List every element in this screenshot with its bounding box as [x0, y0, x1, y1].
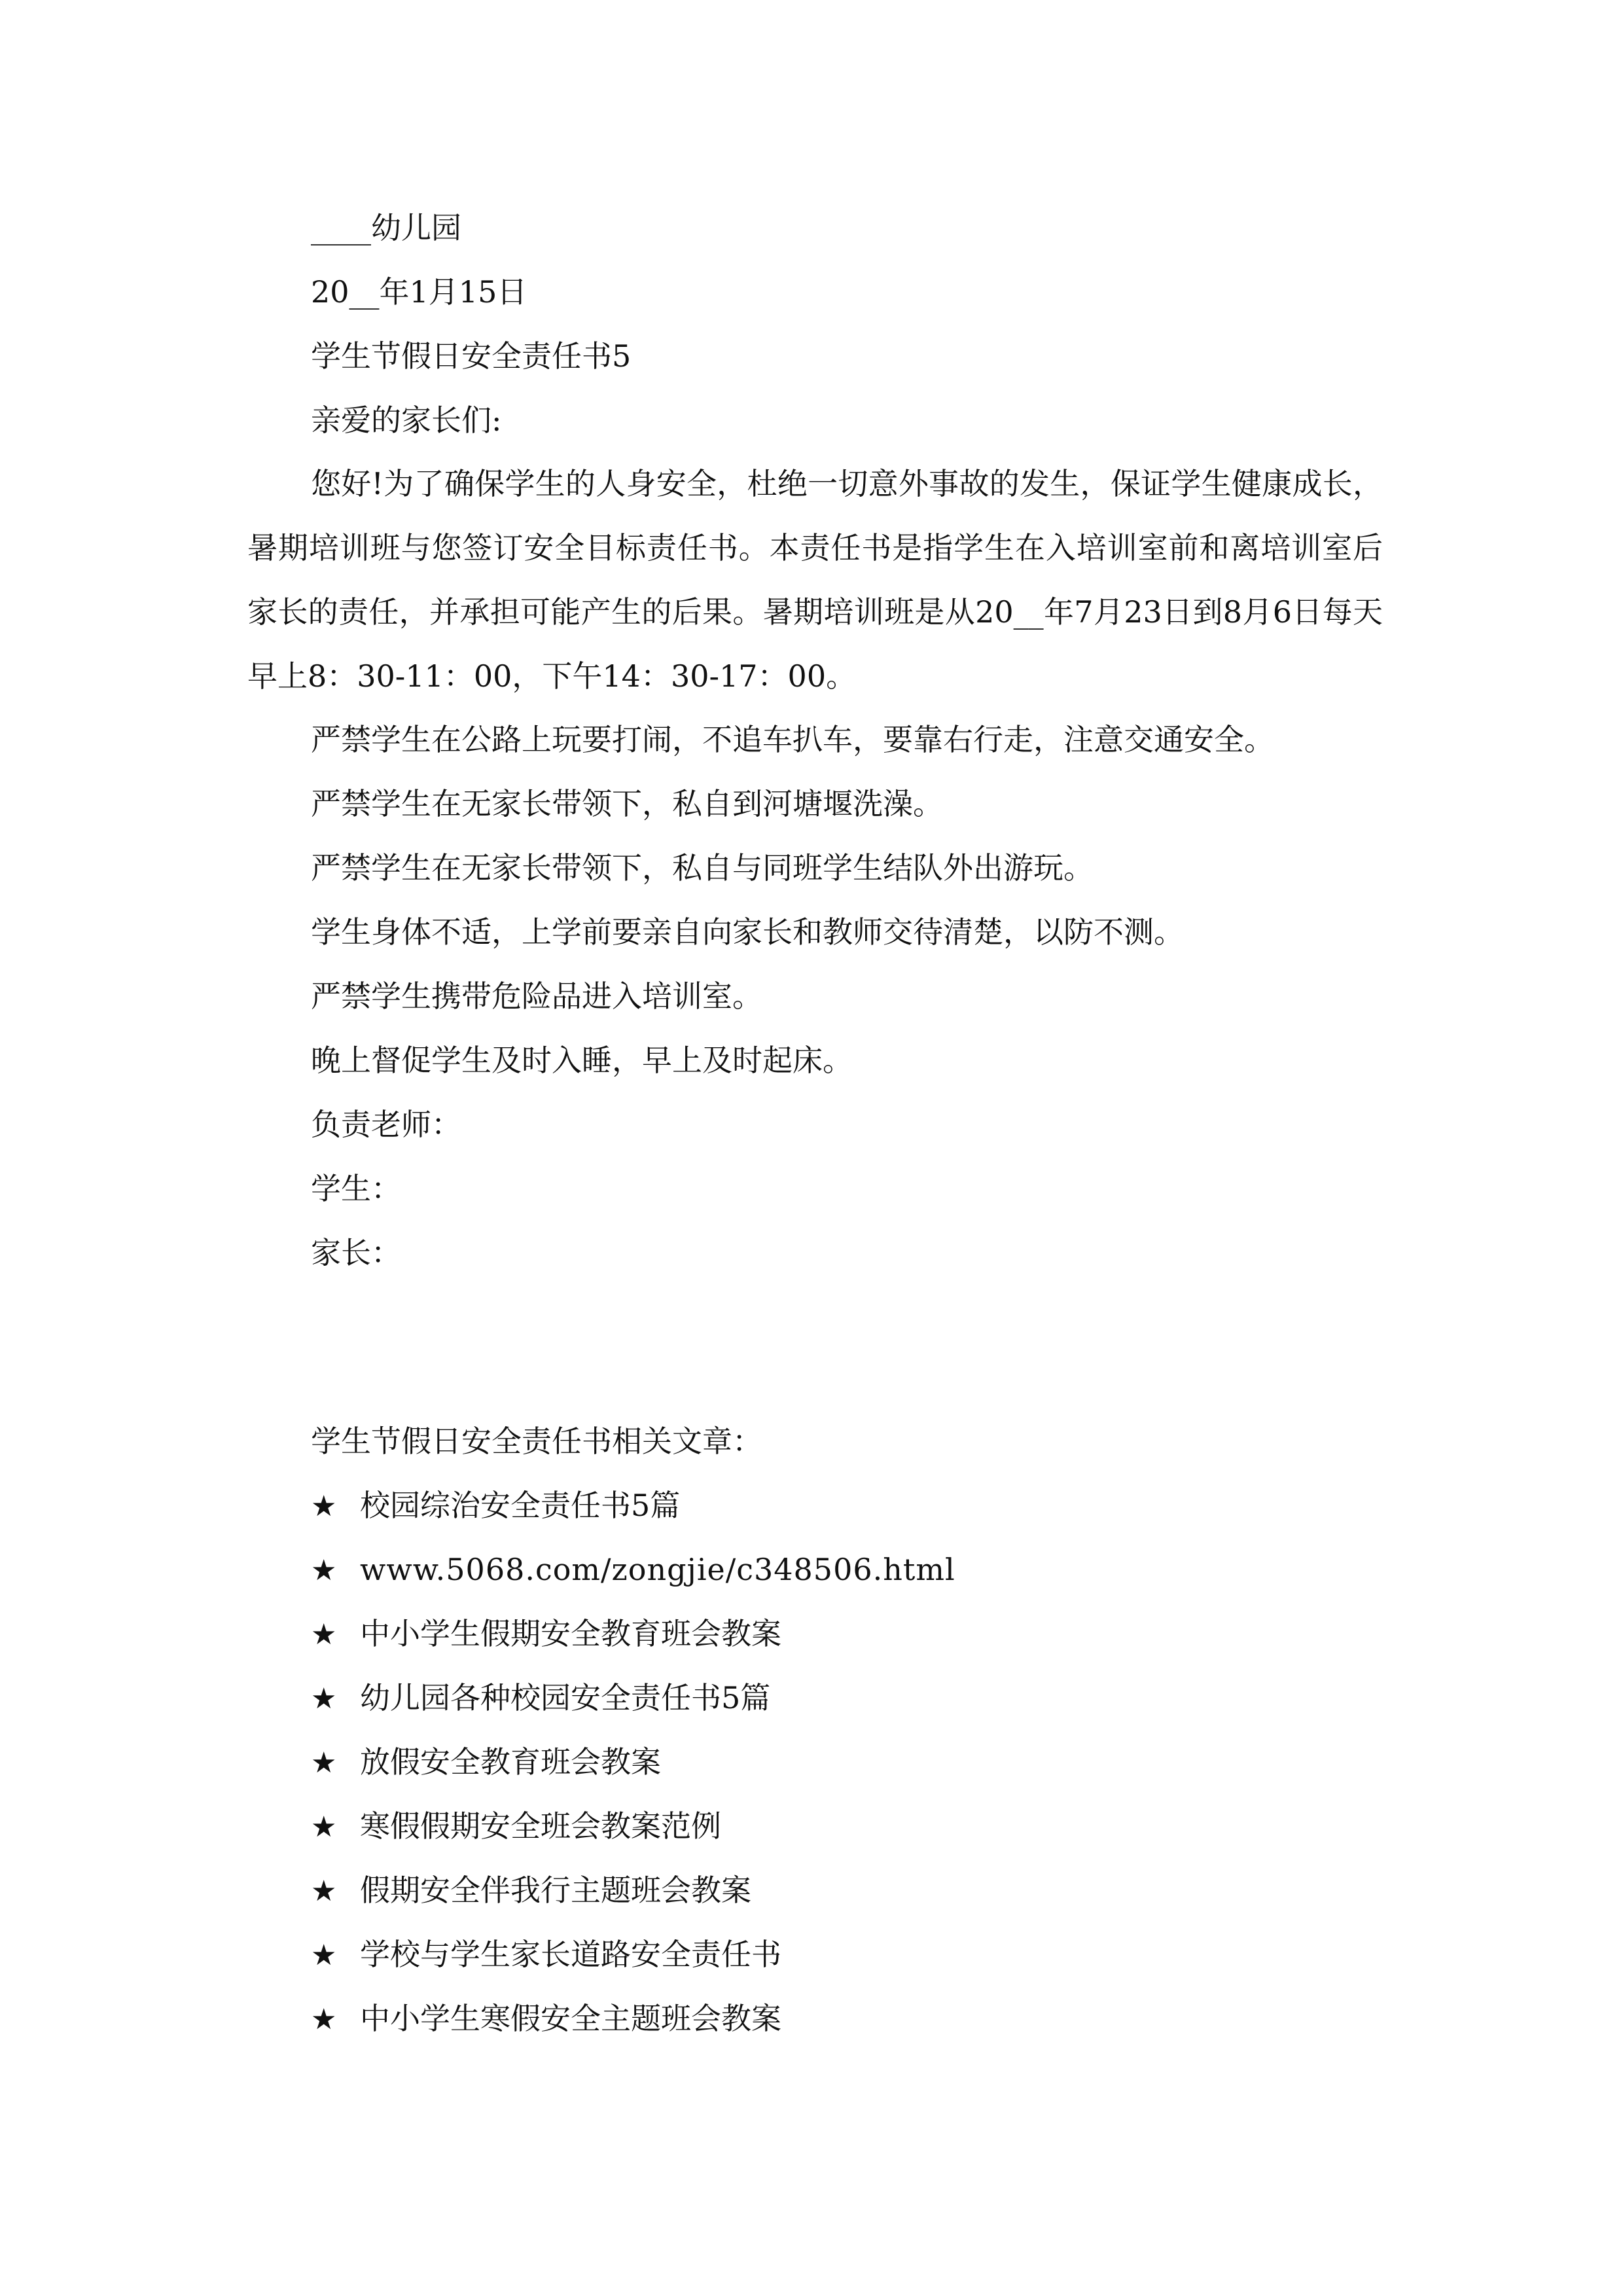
- related-link-9[interactable]: [311, 1999, 781, 2039]
- related-link-1[interactable]: [311, 1486, 680, 1526]
- signature-student: 学生：: [311, 1171, 401, 1206]
- star-icon: ★: [311, 2003, 337, 2036]
- related-link-label: 学校与学生家长道路安全责任书: [360, 1937, 781, 1972]
- kindergarten-name: ____幼儿园: [311, 210, 461, 245]
- signature-parent: 家长：: [311, 1235, 401, 1270]
- related-link-8[interactable]: [311, 1935, 781, 1975]
- star-icon: ★: [311, 1746, 337, 1780]
- star-icon: ★: [311, 1874, 337, 1908]
- star-icon: ★: [311, 1810, 337, 1844]
- salutation: 亲爱的家长们:: [311, 403, 502, 438]
- related-link-6[interactable]: [311, 1806, 721, 1847]
- related-link-label: www.5068.com/zongjie/c348506.html: [360, 1552, 955, 1587]
- related-heading: 学生节假日安全责任书相关文章：: [311, 1424, 762, 1459]
- rule-item-4: 学生身体不适，上学前要亲自向家长和教师交待清楚，以防不测。: [311, 914, 1184, 950]
- related-link-3[interactable]: [311, 1614, 781, 1655]
- rule-item-6: 晚上督促学生及时入睡，早上及时起床。: [311, 1043, 853, 1078]
- star-icon: ★: [311, 1682, 337, 1715]
- related-link-2[interactable]: [311, 1550, 955, 1590]
- star-icon: ★: [311, 1490, 337, 1523]
- related-link-label: 中小学生假期安全教育班会教案: [360, 1616, 781, 1651]
- related-link-label: 中小学生寒假安全主题班会教案: [360, 2001, 781, 2036]
- rule-item-2: 严禁学生在无家长带领下，私自到河塘堰洗澡。: [311, 786, 943, 821]
- related-link-label: 幼儿园各种校园安全责任书5篇: [360, 1680, 771, 1715]
- rule-item-3: 严禁学生在无家长带领下，私自与同班学生结队外出游玩。: [311, 850, 1094, 886]
- related-link-label: 放假安全教育班会教案: [360, 1744, 661, 1780]
- signature-teacher: 负责老师：: [311, 1107, 461, 1142]
- rule-item-1: 严禁学生在公路上玩要打闹，不追车扒车，要靠右行走，注意交通安全。: [311, 722, 1274, 757]
- related-link-5[interactable]: [311, 1742, 661, 1783]
- related-link-label: 寒假假期安全班会教案范例: [360, 1808, 721, 1844]
- related-link-4[interactable]: [311, 1678, 770, 1719]
- document-date: 20__年1月15日: [311, 274, 527, 310]
- related-link-7[interactable]: [311, 1871, 751, 1911]
- related-link-label: 假期安全伴我行主题班会教案: [360, 1873, 751, 1908]
- related-link-label: 校园综治安全责任书5篇: [360, 1488, 681, 1523]
- intro-paragraph: 您好!为了确保学生的人身安全，杜绝一切意外事故的发生，保证学生健康成长，暑期培训班与您签订安全目标责任书。本责任书是指学生在入培训室前和离培训室后家长的责任，并承担可能产生的后果。暑期培训班是从20__年7月23日到8月6日每天早上8：30-11：00，下午14：30-17：00。: [247, 466, 1383, 694]
- rule-item-5: 严禁学生携带危险品进入培训室。: [311, 978, 762, 1014]
- star-icon: ★: [311, 1939, 337, 1972]
- star-icon: ★: [311, 1618, 337, 1651]
- document-title: 学生节假日安全责任书5: [311, 338, 632, 374]
- star-icon: ★: [311, 1554, 337, 1587]
